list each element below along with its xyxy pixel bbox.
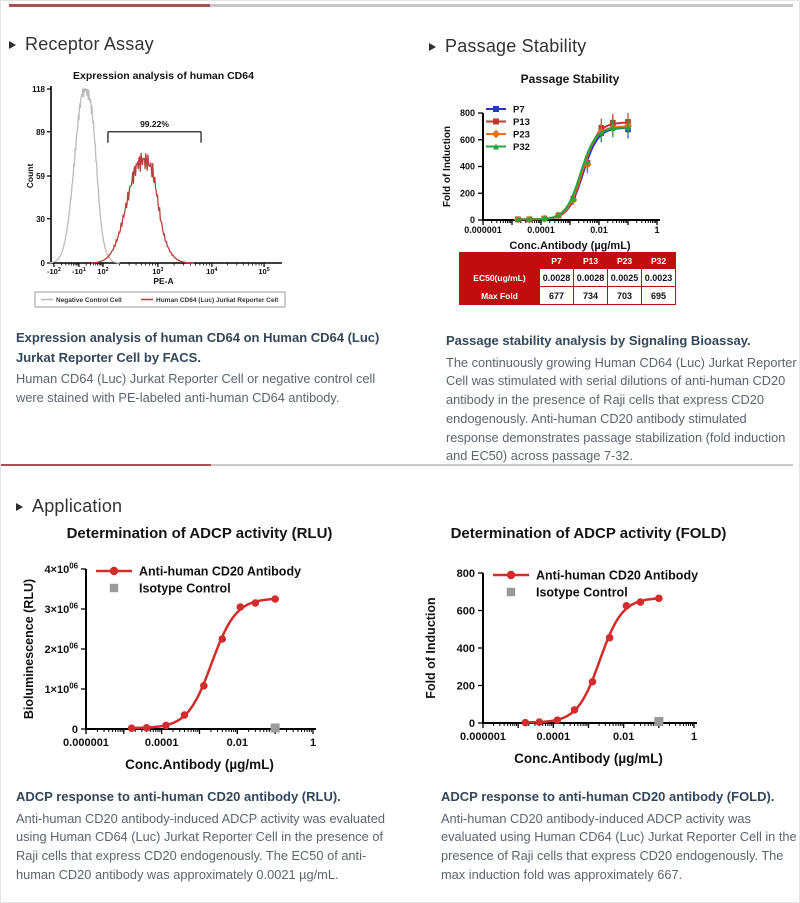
svg-text:89: 89 — [36, 127, 45, 137]
facs-gate-label: 99.22% — [140, 118, 169, 129]
table-cell: 695 — [642, 287, 676, 305]
svg-text:104: $10^4$ — [206, 267, 218, 276]
facs-population-negative-control-cell — [50, 89, 120, 263]
svg-text:P23: P23 — [513, 129, 530, 141]
table-row-label: Max Fold — [460, 287, 540, 305]
svg-text:0: 0 — [469, 215, 475, 226]
svg-text:Isotype Control: Isotype Control — [139, 581, 231, 596]
fold-series-points-Anti-human CD20 Antibody — [522, 595, 663, 727]
svg-text:P13: P13 — [513, 116, 530, 128]
top-divider-gray-segment — [210, 4, 793, 7]
svg-text:118: 118 — [32, 85, 45, 94]
section-heading-label: Passage Stability — [445, 36, 587, 56]
passage-series-points-P32 — [515, 118, 631, 222]
svg-text:0: 0 — [468, 717, 475, 730]
table-cell: 0.0028 — [574, 269, 608, 287]
rlu-series-points-Anti-human CD20 Antibody — [128, 595, 279, 732]
svg-text:0.0001: 0.0001 — [527, 225, 555, 235]
passage-chart-svg — [436, 85, 746, 256]
svg-text:1×1006: $1\times 10^{06}$ — [44, 681, 78, 696]
rlu-chart-svg — [13, 551, 353, 783]
facs-population-human-cd64-(luc)-jurkat-reporter-cell — [91, 153, 194, 263]
table-row-label: EC50(ug/mL) — [460, 269, 540, 287]
top-divider-red-segment — [9, 4, 210, 7]
rlu-chart-title: Determination of ADCP activity (RLU) — [66, 525, 333, 542]
receptor-assay-caption — [16, 328, 394, 408]
section-heading-application — [16, 496, 122, 517]
x-axis-label: Conc.Antibody (µg/mL) — [514, 751, 663, 766]
rlu-series-line-Anti-human CD20 Antibody — [132, 599, 276, 728]
caption-title: ADCP response to anti-human CD20 antibody (RLU). — [16, 789, 341, 804]
caption-title: ADCP response to anti-human CD20 antibody (FOLD). — [441, 789, 775, 804]
adcp-rlu-caption — [16, 787, 388, 885]
svg-text:0.01: 0.01 — [612, 731, 635, 743]
table-cell: 703 — [608, 287, 642, 305]
facs-chart-title: Expression analysis of human CD64 — [73, 70, 254, 82]
passage-series-line-P32 — [518, 128, 628, 220]
svg-text:4×1006: $4\times 10^{06}$ — [44, 561, 78, 576]
svg-text:0.01: 0.01 — [590, 225, 608, 235]
svg-text:0.000001: 0.000001 — [464, 225, 502, 235]
caption-body: Human CD64 (Luc) Jurkat Reporter Cell or negative control cell were stained with PE-labeled anti-human CD64 antibody. — [16, 371, 376, 405]
fold-chart-title: Determination of ADCP activity (FOLD) — [450, 525, 727, 542]
svg-text:0.000001: 0.000001 — [460, 731, 506, 743]
svg-text:Isotype Control: Isotype Control — [536, 585, 628, 600]
svg-text:600: 600 — [456, 605, 475, 618]
section-heading-label: Receptor Assay — [25, 34, 154, 54]
svg-text:Anti-human CD20 Antibody: Anti-human CD20 Antibody — [536, 568, 699, 583]
caption-body: Anti-human CD20 antibody-induced ADCP activity was evaluated using Human CD64 (Luc) Jurkat Reporter Cell in the presence of Raji cells that express CD20 endogenously. The max induction fold was approximately 667. — [441, 810, 797, 882]
svg-text:30: 30 — [36, 214, 45, 224]
fold-series-line-Anti-human CD20 Antibody — [525, 598, 659, 722]
svg-text:1: 1 — [690, 731, 698, 743]
svg-text:-101: $-10^1$ — [71, 267, 86, 276]
svg-text:600: 600 — [459, 134, 475, 145]
caption-title: Passage stability analysis by Signaling Bioassay. — [446, 333, 751, 348]
svg-text:200: 200 — [456, 680, 475, 693]
svg-text:102: $10^2$ — [97, 267, 109, 276]
passage-stability-table — [459, 252, 676, 305]
svg-text:1: 1 — [309, 737, 317, 749]
table-row — [460, 269, 676, 287]
triangle-bullet-icon — [16, 503, 23, 511]
caption-body: Anti-human CD20 antibody-induced ADCP activity was evaluated using Human CD64 (Luc) Jurkat Reporter Cell in the presence of Raji cells that express CD20 endogenously. The EC50 of anti-human CD20 antibody was approximately 0.0021 µg/mL. — [16, 810, 385, 882]
middle-divider-red-segment — [1, 464, 211, 466]
passage-chart-title: Passage Stability — [520, 72, 620, 86]
svg-text:0.01: 0.01 — [226, 737, 249, 749]
triangle-bullet-icon — [429, 43, 436, 51]
adcp-rlu-chart — [13, 551, 353, 783]
svg-text:-102: $-10^2$ — [47, 267, 61, 276]
middle-divider-gray-segment — [211, 464, 793, 466]
table-column-header: P7 — [540, 253, 574, 269]
facs-legend — [35, 292, 285, 307]
facs-gate — [108, 119, 201, 143]
svg-text:2×1006: $2\times 10^{06}$ — [44, 641, 78, 656]
table-column-header: P13 — [574, 253, 608, 269]
section-heading-label: Application — [32, 496, 123, 516]
table-cell: 677 — [540, 287, 574, 305]
table-cell: 0.0025 — [608, 269, 642, 287]
y-axis-label: Count — [25, 163, 35, 189]
passage-legend — [486, 104, 530, 153]
fold-legend — [493, 568, 698, 599]
passage-series-points-P7 — [515, 117, 631, 222]
table-column-header: P32 — [642, 253, 676, 269]
facs-chart-svg — [21, 85, 351, 315]
svg-text:3×1006: $3\times 10^{06}$ — [44, 601, 78, 616]
adcp-fold-chart — [421, 551, 761, 783]
svg-text:P32: P32 — [513, 141, 530, 153]
svg-text:Negative Control Cell: Negative Control Cell — [56, 297, 122, 304]
passage-series-line-P23 — [518, 127, 628, 220]
table-cell: 734 — [574, 287, 608, 305]
svg-text:800: 800 — [456, 567, 475, 580]
fold-series-points-Isotype Control — [654, 717, 663, 726]
passage-series-line-P13 — [518, 123, 628, 220]
svg-text:200: 200 — [459, 188, 475, 199]
table-corner-cell — [460, 253, 540, 269]
section-heading-receptor-assay — [9, 34, 154, 55]
x-axis-label: PE-A — [153, 276, 174, 286]
fold-chart-svg — [421, 551, 761, 783]
facs-histogram-chart — [21, 85, 351, 315]
passage-series-line-P7 — [518, 128, 628, 220]
rlu-series-points-Isotype Control — [271, 724, 280, 733]
section-heading-passage-stability — [429, 36, 586, 57]
caption-body: The continuously growing Human CD64 (Luc) Jurkat Reporter Cell was stimulated with serial dilutions of anti-human CD20 antibody in the presence of Raji cells that express CD20 endogenously. Anti-human CD20 antibody stimulated response demonstrates passage stabilization (fold induction and EC50) across passage 7-32. — [446, 354, 797, 464]
passage-series-points-P23 — [514, 117, 632, 223]
y-axis-label: Fold of Induction — [424, 597, 438, 699]
svg-text:0.0001: 0.0001 — [536, 731, 571, 743]
svg-text:0.0001: 0.0001 — [144, 737, 179, 749]
triangle-bullet-icon — [9, 41, 16, 49]
middle-divider — [1, 464, 793, 466]
passage-stability-chart — [436, 85, 746, 256]
svg-text:Human CD64 (Luc) Jurkat Report: Human CD64 (Luc) Jurkat Reporter Cell — [156, 297, 279, 304]
svg-text:0.000001: 0.000001 — [63, 737, 109, 749]
caption-title: Expression analysis of human CD64 on Human CD64 (Luc) Jurkat Reporter Cell by FACS. — [16, 330, 380, 365]
svg-text:1: 1 — [654, 225, 660, 235]
table-cell: 0.0023 — [642, 269, 676, 287]
svg-text:800: 800 — [459, 108, 475, 119]
y-axis-label: Fold of Induction — [442, 125, 453, 208]
passage-stability-caption — [446, 331, 800, 466]
svg-text:105: $10^5$ — [258, 267, 270, 276]
x-axis-label: Conc.Antibody (µg/mL) — [125, 757, 274, 772]
svg-text:400: 400 — [459, 161, 475, 172]
svg-text:P7: P7 — [513, 104, 525, 116]
table-row — [460, 287, 676, 305]
svg-text:0: 0 — [40, 259, 45, 268]
svg-text:Anti-human CD20 Antibody: Anti-human CD20 Antibody — [139, 564, 302, 579]
svg-text:103: $10^3$ — [152, 267, 164, 276]
y-axis-label: Bioluminescence (RLU) — [22, 578, 36, 720]
svg-text:59: 59 — [36, 172, 45, 181]
top-divider — [9, 4, 793, 7]
table-cell: 0.0028 — [540, 269, 574, 287]
rlu-legend — [96, 564, 301, 595]
table-column-header: P23 — [608, 253, 642, 269]
adcp-fold-caption — [441, 787, 799, 885]
svg-text:0: 0 — [71, 723, 78, 736]
x-axis-label: Conc.Antibody (µg/mL) — [509, 240, 631, 252]
svg-text:400: 400 — [456, 642, 475, 655]
